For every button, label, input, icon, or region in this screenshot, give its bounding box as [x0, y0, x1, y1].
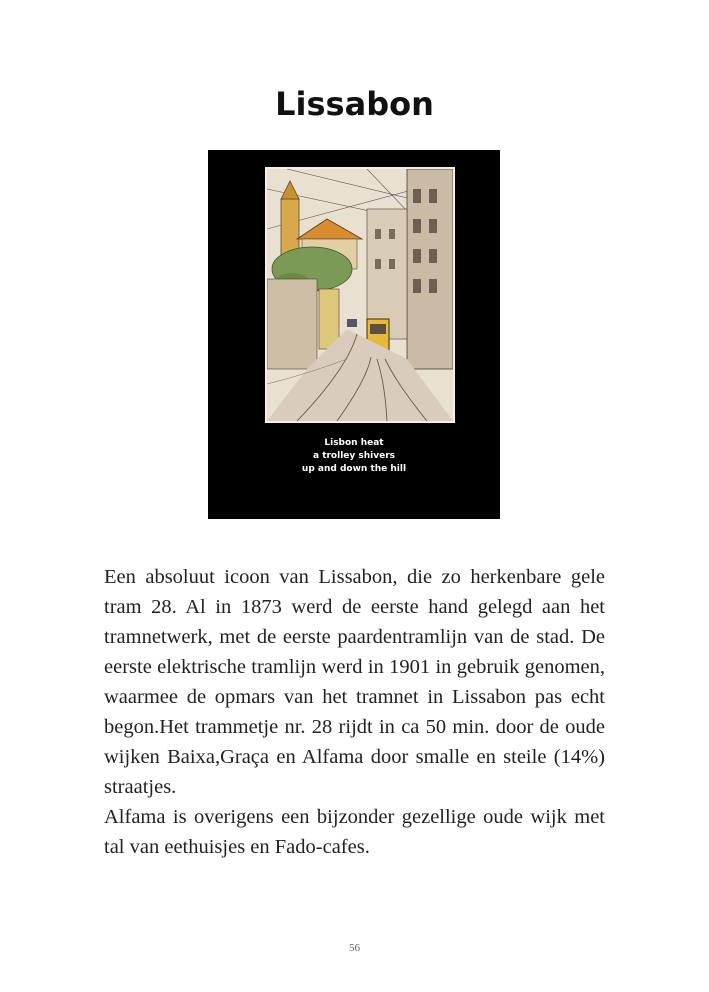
haiku-line-1: Lisbon heat: [324, 438, 384, 448]
haiku-caption: [208, 437, 500, 476]
paragraph-alfama: Alfama is overigens een bijzonder gezellige oude wijk met tal van eethuisjes en Fado-cafes.: [104, 806, 605, 858]
paragraph-tram: Een absoluut icoon van Lissabon, die zo herkenbare gele tram 28. Al in 1873 werd de eerste hand gelegd aan het tramnetwerk, met de eerste paardentramlijn van de stad. De eerste elektrische tramlijn werd in 1901 in gebruik genomen, waarmee de opmars van het tramnet in Lissabon pas echt begon.Het trammetje nr. 28 rijdt in ca 50 min. door de oude wijken Baixa,Graça en Alfama door smalle en steile (14%) straatjes.: [104, 566, 605, 798]
page-title: Lissabon: [275, 85, 434, 123]
haiku-line-2: a trolley shivers: [312, 451, 396, 461]
page-number: 56: [349, 942, 360, 954]
tram-painting: [265, 167, 455, 423]
haiku-line-3: up and down the hill: [301, 464, 407, 474]
body-text: [104, 562, 605, 862]
haiku-poster-image: [208, 150, 500, 519]
